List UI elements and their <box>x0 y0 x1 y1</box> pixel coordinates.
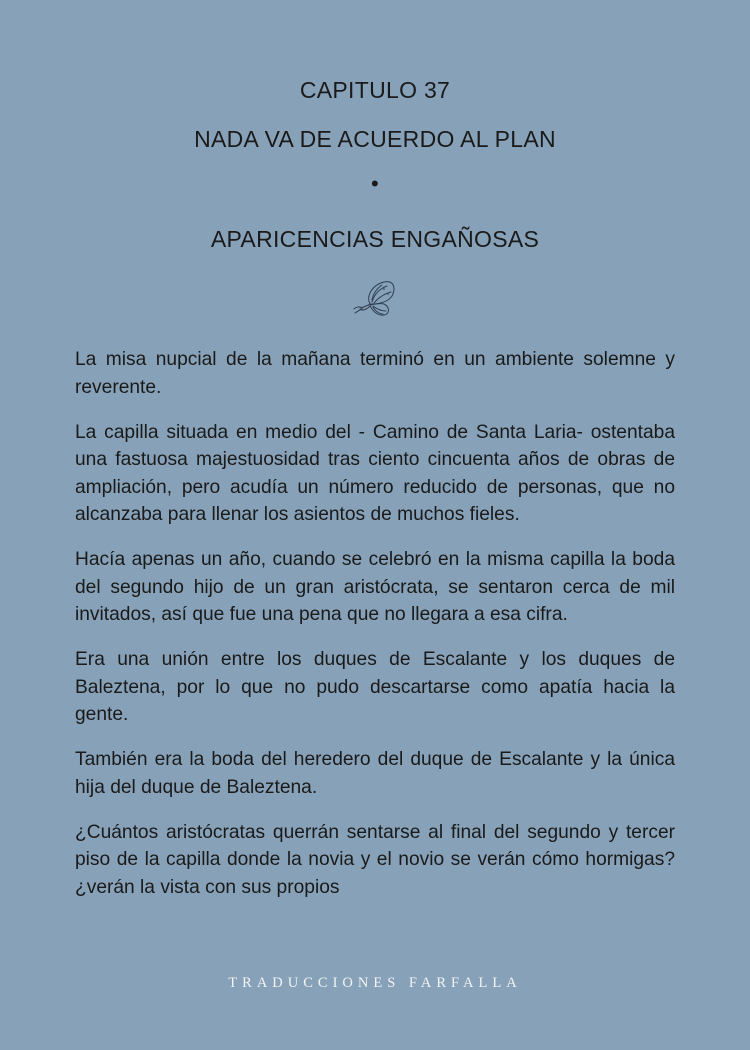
paragraph: ¿Cuántos aristócratas querrán sentarse al final del segundo y tercer piso de la capilla donde la novia y el novio se verán cómo hormigas? ¿verán la vista con sus propios <box>75 821 675 898</box>
chapter-number: CAPITULO 37 <box>299 77 451 103</box>
chapter-title: NADA VA DE ACUERDO AL PLAN <box>194 126 556 152</box>
paragraph: Era una unión entre los duques de Escalante y los duques de Baleztena, por lo que no pudo descartarse como apatía hacia la gente. <box>75 649 675 725</box>
footer-credit: TRADUCCIONES FARFALLA <box>228 975 522 991</box>
paragraph: Hacía apenas un año, cuando se celebró en la misma capilla la boda del segundo hijo de un gran aristócrata, se sentaron cerca de mil invitados, así que fue una pena que no llegara a esa cifra. <box>75 549 675 625</box>
butterfly-icon <box>350 280 398 322</box>
paragraph: La capilla situada en medio del - Camino de Santa Laria- ostentaba una fastuosa majestuosidad tras ciento cincuenta años de obras de ampliación, pero acudía un número reducido de personas, que no alcanzaba para llenar los asientos de muchos fieles. <box>75 421 675 525</box>
chapter-subtitle: APARICENCIAS ENGAÑOSAS <box>210 226 540 252</box>
chapter-body <box>75 346 675 919</box>
separator-bullet: • <box>370 171 379 196</box>
paragraph: También era la boda del heredero del duque de Escalante y la única hija del duque de Baleztena. <box>75 749 675 798</box>
paragraph: La misa nupcial de la mañana terminó en un ambiente solemne y reverente. <box>75 349 675 398</box>
